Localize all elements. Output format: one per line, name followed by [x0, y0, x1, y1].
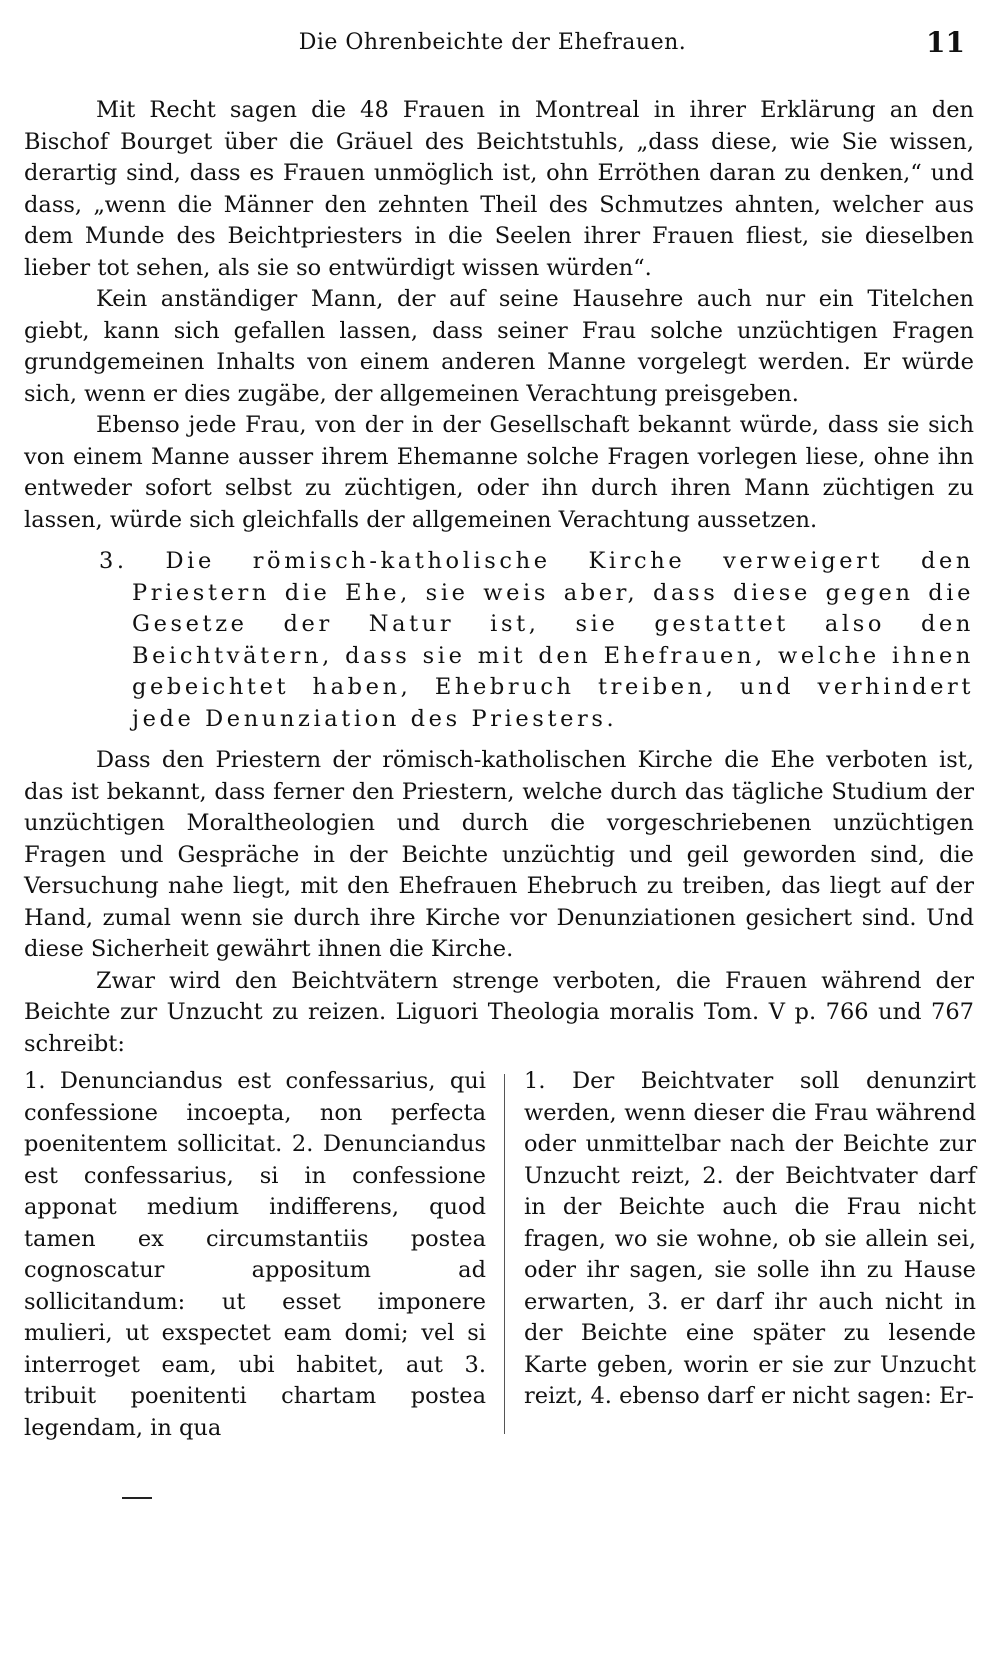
- column-divider: [504, 1074, 505, 1434]
- running-title: Die Ohrenbeichte der Ehefrauen.: [298, 30, 687, 55]
- paragraph-priestern: Dass den Priestern der römisch-katholischen Kirche die Ehe verboten ist, das ist bekannt, dass ferner den Priestern, welche durch das tägliche Studium der unzüchtigen Moraltheologien und durch die vorgeschriebenen unzüchtigen Fragen und Gespräche in der Beichte unzüchtig und geil geworden sind, die Versuchung nahe liegt, mit den Ehefrauen Ehebruch zu treiben, das liegt auf der Hand, zumal wenn sie durch ihre Kirche vor Denunziationen gesichert sind. Und diese Sicherheit gewährt ihnen die Kirche.: [24, 747, 974, 962]
- page-number: 11: [926, 26, 965, 59]
- page-header: [20, 26, 965, 70]
- paragraph-ebenso: Ebenso jede Frau, von der in der Gesellschaft bekannt würde, dass sie sich von einem Manne ausser ihrem Ehemanne solche Fragen vorlegen liese, ohne ihn entweder sofort selbst zu züchtigen, oder ihn durch ihren Mann züchtigen zu lassen, würde sich gleichfalls der allgemeinen Verachtung aussetzen.: [24, 412, 974, 533]
- page-body: [24, 95, 974, 1466]
- paragraph-montreal: Mit Recht sagen die 48 Frauen in Montreal in ihrer Erklärung an den Bischof Bourget über die Gräuel des Beichtstuhls, „dass diese, wie Sie wissen, derartig sind, dass es Frauen unmöglich ist, ohn Erröthen daran zu denken,“ und dass, „wenn die Männer den zehnten Theil des Schmutzes ahnten, welcher aus dem Munde des Beichtpriesters in die Seelen ihrer Frauen fliest, sie dieselben lieber tot sehen, als sie so entwürdigt wissen würden“.: [24, 97, 974, 281]
- parallel-columns: [24, 1066, 974, 1466]
- paragraph-hausehre: Kein anständiger Mann, der auf seine Hausehre auch nur ein Titelchen giebt, kann sich gefallen lassen, dass seiner Frau solche unzüchtigen Fragen grundgemeinen Inhalts von einem anderen Manne vorgelegt werden. Er würde sich, wenn er dies zugäbe, der allgemeinen Verachtung preisgeben.: [24, 286, 974, 407]
- footnote-dash: [122, 1497, 152, 1499]
- thesis-3: 3. Die römisch-katholische Kirche verweigert den Priestern die Ehe, sie weis aber, dass diese gegen die Gesetze der Natur ist, sie gestattet also den Beichtvätern, dass sie mit den Ehefrauen, welche ihnen gebeichtet haben, Ehebruch treiben, und verhindert jede Denunziation des Priesters.: [99, 548, 974, 732]
- german-column: 1. Der Beichtvater soll denunzirt werden, wenn dieser die Frau während oder unmittelbar nach der Beichte zur Unzucht reizt, 2. der Beichtvater darf in der Beichte auch die Frau nicht fragen, wo sie wohne, ob sie allein sei, oder ihr sagen, sie solle ihn zu Hause erwarten, 3. er darf ihr auch nicht in der Beichte eine später zu lesende Karte geben, worin er sie zur Unzucht reizt, 4. ebenso darf er nicht sagen: Er-: [524, 1068, 976, 1409]
- paragraph-liguori: Zwar wird den Beichtvätern strenge verboten, die Frauen während der Beichte zur Unzucht zu reizen. Liguori Theologia moralis Tom. V p. 766 und 767 schreibt:: [24, 967, 974, 1057]
- latin-column: 1. Denunciandus est confessarius, qui confessione incoepta, non perfecta poenitentem sollicitat. 2. Denunciandus est confessarius, si in confessione apponat medium indifferens, quod tamen ex circumstantiis postea cognoscatur appositum ad sollicitandum: ut esset imponere mulieri, ut exspectet eam domi; vel si interroget eam, ubi habitet, aut 3. tribuit poenitenti chartam postea legendam, in qua: [24, 1068, 486, 1441]
